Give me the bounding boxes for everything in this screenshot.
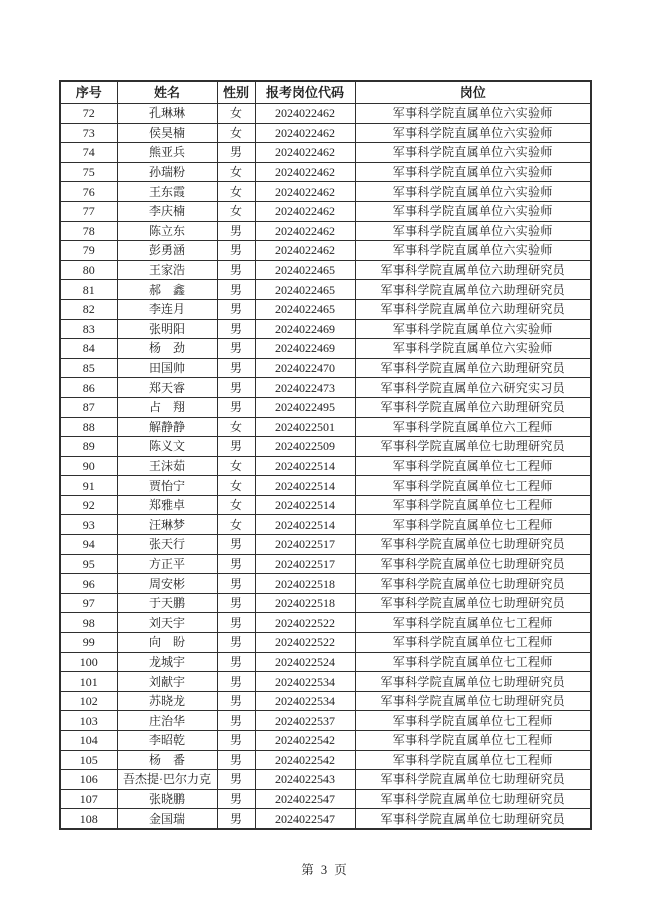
cell-position: 军事科学院直属单位七工程师 bbox=[355, 495, 591, 515]
table-row bbox=[60, 221, 591, 241]
cell-no: 74 bbox=[60, 143, 117, 163]
cell-position: 军事科学院直属单位六助理研究员 bbox=[355, 260, 591, 280]
cell-code: 2024022514 bbox=[255, 456, 355, 476]
cell-no: 108 bbox=[60, 809, 117, 829]
cell-gender: 女 bbox=[217, 456, 255, 476]
cell-no: 99 bbox=[60, 633, 117, 653]
table-row bbox=[60, 672, 591, 692]
cell-name: 郑雅卓 bbox=[117, 495, 217, 515]
table-row bbox=[60, 397, 591, 417]
cell-code: 2024022517 bbox=[255, 535, 355, 555]
cell-gender: 男 bbox=[217, 319, 255, 339]
cell-gender: 男 bbox=[217, 652, 255, 672]
cell-gender: 女 bbox=[217, 201, 255, 221]
cell-code: 2024022473 bbox=[255, 378, 355, 398]
cell-no: 93 bbox=[60, 515, 117, 535]
table-row bbox=[60, 339, 591, 359]
cell-name: 方正平 bbox=[117, 554, 217, 574]
cell-gender: 男 bbox=[217, 339, 255, 359]
cell-code: 2024022462 bbox=[255, 104, 355, 124]
cell-position: 军事科学院直属单位七工程师 bbox=[355, 711, 591, 731]
cell-code: 2024022462 bbox=[255, 182, 355, 202]
table-row bbox=[60, 593, 591, 613]
cell-position: 军事科学院直属单位七工程师 bbox=[355, 750, 591, 770]
cell-name: 李连月 bbox=[117, 299, 217, 319]
cell-no: 106 bbox=[60, 770, 117, 790]
page-number: 第 3 页 bbox=[301, 863, 349, 877]
cell-no: 87 bbox=[60, 397, 117, 417]
cell-gender: 女 bbox=[217, 495, 255, 515]
cell-code: 2024022509 bbox=[255, 437, 355, 457]
cell-no: 102 bbox=[60, 691, 117, 711]
cell-position: 军事科学院直属单位六助理研究员 bbox=[355, 358, 591, 378]
cell-gender: 男 bbox=[217, 143, 255, 163]
cell-name: 庄治华 bbox=[117, 711, 217, 731]
cell-gender: 男 bbox=[217, 613, 255, 633]
cell-position: 军事科学院直属单位六工程师 bbox=[355, 417, 591, 437]
header-position-code: 报考岗位代码 bbox=[255, 81, 355, 104]
cell-position: 军事科学院直属单位七助理研究员 bbox=[355, 593, 591, 613]
cell-gender: 男 bbox=[217, 260, 255, 280]
cell-code: 2024022495 bbox=[255, 397, 355, 417]
cell-position: 军事科学院直属单位七工程师 bbox=[355, 456, 591, 476]
table-row bbox=[60, 770, 591, 790]
cell-name: 王沫茹 bbox=[117, 456, 217, 476]
cell-code: 2024022522 bbox=[255, 633, 355, 653]
table-row bbox=[60, 378, 591, 398]
cell-position: 军事科学院直属单位七工程师 bbox=[355, 515, 591, 535]
cell-no: 81 bbox=[60, 280, 117, 300]
cell-gender: 女 bbox=[217, 515, 255, 535]
cell-position: 军事科学院直属单位六助理研究员 bbox=[355, 280, 591, 300]
header-gender: 性别 bbox=[217, 81, 255, 104]
cell-code: 2024022462 bbox=[255, 162, 355, 182]
cell-code: 2024022514 bbox=[255, 476, 355, 496]
cell-position: 军事科学院直属单位六实验师 bbox=[355, 201, 591, 221]
cell-name: 郝 鑫 bbox=[117, 280, 217, 300]
cell-gender: 男 bbox=[217, 711, 255, 731]
cell-no: 82 bbox=[60, 299, 117, 319]
cell-position: 军事科学院直属单位六实验师 bbox=[355, 182, 591, 202]
header-serial-number: 序号 bbox=[60, 81, 117, 104]
cell-name: 吾杰提·巴尔力克 bbox=[117, 770, 217, 790]
table-row bbox=[60, 182, 591, 202]
cell-no: 90 bbox=[60, 456, 117, 476]
cell-gender: 女 bbox=[217, 123, 255, 143]
cell-no: 92 bbox=[60, 495, 117, 515]
cell-position: 军事科学院直属单位六实验师 bbox=[355, 319, 591, 339]
cell-no: 86 bbox=[60, 378, 117, 398]
cell-code: 2024022537 bbox=[255, 711, 355, 731]
cell-name: 张晓鹏 bbox=[117, 789, 217, 809]
cell-code: 2024022469 bbox=[255, 319, 355, 339]
cell-gender: 男 bbox=[217, 750, 255, 770]
cell-name: 张天行 bbox=[117, 535, 217, 555]
cell-code: 2024022462 bbox=[255, 221, 355, 241]
cell-gender: 男 bbox=[217, 691, 255, 711]
cell-position: 军事科学院直属单位七助理研究员 bbox=[355, 437, 591, 457]
table-row bbox=[60, 417, 591, 437]
cell-name: 于天鹏 bbox=[117, 593, 217, 613]
cell-position: 军事科学院直属单位六实验师 bbox=[355, 162, 591, 182]
cell-code: 2024022465 bbox=[255, 260, 355, 280]
cell-no: 104 bbox=[60, 731, 117, 751]
cell-name: 王家浩 bbox=[117, 260, 217, 280]
table-row bbox=[60, 750, 591, 770]
cell-position: 军事科学院直属单位六实验师 bbox=[355, 104, 591, 124]
cell-no: 76 bbox=[60, 182, 117, 202]
cell-gender: 男 bbox=[217, 221, 255, 241]
cell-code: 2024022517 bbox=[255, 554, 355, 574]
table-row bbox=[60, 280, 591, 300]
cell-no: 75 bbox=[60, 162, 117, 182]
table-header-row bbox=[60, 81, 591, 104]
cell-position: 军事科学院直属单位六实验师 bbox=[355, 339, 591, 359]
cell-position: 军事科学院直属单位七工程师 bbox=[355, 476, 591, 496]
cell-position: 军事科学院直属单位六实验师 bbox=[355, 241, 591, 261]
cell-name: 解静静 bbox=[117, 417, 217, 437]
cell-name: 张明阳 bbox=[117, 319, 217, 339]
table-row bbox=[60, 456, 591, 476]
cell-code: 2024022547 bbox=[255, 809, 355, 829]
cell-gender: 女 bbox=[217, 104, 255, 124]
cell-position: 军事科学院直属单位六实验师 bbox=[355, 123, 591, 143]
cell-name: 刘天宇 bbox=[117, 613, 217, 633]
cell-name: 龙城宇 bbox=[117, 652, 217, 672]
cell-code: 2024022462 bbox=[255, 201, 355, 221]
cell-code: 2024022534 bbox=[255, 672, 355, 692]
cell-code: 2024022542 bbox=[255, 750, 355, 770]
table-row bbox=[60, 691, 591, 711]
cell-name: 熊亚兵 bbox=[117, 143, 217, 163]
cell-code: 2024022462 bbox=[255, 143, 355, 163]
table-row bbox=[60, 731, 591, 751]
cell-gender: 男 bbox=[217, 731, 255, 751]
cell-no: 77 bbox=[60, 201, 117, 221]
cell-gender: 男 bbox=[217, 574, 255, 594]
cell-code: 2024022470 bbox=[255, 358, 355, 378]
cell-code: 2024022465 bbox=[255, 299, 355, 319]
cell-name: 金国瑞 bbox=[117, 809, 217, 829]
table-row bbox=[60, 809, 591, 829]
cell-name: 田国帅 bbox=[117, 358, 217, 378]
cell-no: 89 bbox=[60, 437, 117, 457]
cell-gender: 男 bbox=[217, 633, 255, 653]
cell-position: 军事科学院直属单位七助理研究员 bbox=[355, 770, 591, 790]
cell-position: 军事科学院直属单位七助理研究员 bbox=[355, 574, 591, 594]
cell-gender: 男 bbox=[217, 299, 255, 319]
cell-position: 军事科学院直属单位六助理研究员 bbox=[355, 397, 591, 417]
table-body bbox=[60, 104, 591, 829]
cell-gender: 男 bbox=[217, 280, 255, 300]
cell-no: 101 bbox=[60, 672, 117, 692]
cell-name: 贾怡宁 bbox=[117, 476, 217, 496]
cell-position: 军事科学院直属单位七助理研究员 bbox=[355, 789, 591, 809]
cell-no: 103 bbox=[60, 711, 117, 731]
cell-gender: 女 bbox=[217, 417, 255, 437]
cell-gender: 男 bbox=[217, 437, 255, 457]
table-row bbox=[60, 319, 591, 339]
cell-no: 96 bbox=[60, 574, 117, 594]
table-row bbox=[60, 143, 591, 163]
table-row bbox=[60, 201, 591, 221]
cell-gender: 男 bbox=[217, 358, 255, 378]
cell-gender: 男 bbox=[217, 770, 255, 790]
table-row bbox=[60, 574, 591, 594]
cell-name: 向 盼 bbox=[117, 633, 217, 653]
cell-position: 军事科学院直属单位六实验师 bbox=[355, 221, 591, 241]
cell-position: 军事科学院直属单位七助理研究员 bbox=[355, 809, 591, 829]
cell-no: 85 bbox=[60, 358, 117, 378]
cell-name: 苏晓龙 bbox=[117, 691, 217, 711]
cell-no: 88 bbox=[60, 417, 117, 437]
table-row bbox=[60, 437, 591, 457]
cell-name: 陈立东 bbox=[117, 221, 217, 241]
cell-code: 2024022534 bbox=[255, 691, 355, 711]
table-row bbox=[60, 260, 591, 280]
cell-no: 94 bbox=[60, 535, 117, 555]
cell-position: 军事科学院直属单位七工程师 bbox=[355, 731, 591, 751]
table-row bbox=[60, 515, 591, 535]
cell-gender: 男 bbox=[217, 672, 255, 692]
cell-no: 73 bbox=[60, 123, 117, 143]
cell-code: 2024022547 bbox=[255, 789, 355, 809]
cell-no: 80 bbox=[60, 260, 117, 280]
cell-position: 军事科学院直属单位七助理研究员 bbox=[355, 672, 591, 692]
cell-gender: 男 bbox=[217, 554, 255, 574]
header-position: 岗位 bbox=[355, 81, 591, 104]
cell-name: 杨 劲 bbox=[117, 339, 217, 359]
table-row bbox=[60, 162, 591, 182]
cell-code: 2024022462 bbox=[255, 241, 355, 261]
cell-name: 郑天睿 bbox=[117, 378, 217, 398]
cell-gender: 男 bbox=[217, 535, 255, 555]
table-row bbox=[60, 711, 591, 731]
cell-position: 军事科学院直属单位六助理研究员 bbox=[355, 299, 591, 319]
cell-name: 侯昊楠 bbox=[117, 123, 217, 143]
table-row bbox=[60, 633, 591, 653]
cell-no: 78 bbox=[60, 221, 117, 241]
cell-name: 王东霞 bbox=[117, 182, 217, 202]
table-row bbox=[60, 652, 591, 672]
table-row bbox=[60, 476, 591, 496]
cell-code: 2024022514 bbox=[255, 495, 355, 515]
cell-code: 2024022524 bbox=[255, 652, 355, 672]
cell-name: 汪琳梦 bbox=[117, 515, 217, 535]
cell-no: 91 bbox=[60, 476, 117, 496]
cell-gender: 女 bbox=[217, 182, 255, 202]
cell-code: 2024022465 bbox=[255, 280, 355, 300]
cell-no: 95 bbox=[60, 554, 117, 574]
table-row bbox=[60, 554, 591, 574]
header-name: 姓名 bbox=[117, 81, 217, 104]
cell-position: 军事科学院直属单位七助理研究员 bbox=[355, 554, 591, 574]
cell-gender: 男 bbox=[217, 593, 255, 613]
cell-no: 72 bbox=[60, 104, 117, 124]
cell-name: 李庆楠 bbox=[117, 201, 217, 221]
cell-code: 2024022542 bbox=[255, 731, 355, 751]
cell-gender: 男 bbox=[217, 397, 255, 417]
cell-position: 军事科学院直属单位七工程师 bbox=[355, 652, 591, 672]
cell-no: 98 bbox=[60, 613, 117, 633]
cell-code: 2024022518 bbox=[255, 593, 355, 613]
table-row bbox=[60, 104, 591, 124]
cell-code: 2024022543 bbox=[255, 770, 355, 790]
cell-code: 2024022514 bbox=[255, 515, 355, 535]
table-row bbox=[60, 358, 591, 378]
table-row bbox=[60, 241, 591, 261]
cell-gender: 男 bbox=[217, 789, 255, 809]
cell-name: 孙瑞粉 bbox=[117, 162, 217, 182]
cell-code: 2024022501 bbox=[255, 417, 355, 437]
table-row bbox=[60, 123, 591, 143]
cell-code: 2024022522 bbox=[255, 613, 355, 633]
cell-name: 周安彬 bbox=[117, 574, 217, 594]
cell-no: 100 bbox=[60, 652, 117, 672]
cell-gender: 男 bbox=[217, 241, 255, 261]
cell-no: 79 bbox=[60, 241, 117, 261]
cell-position: 军事科学院直属单位七助理研究员 bbox=[355, 691, 591, 711]
cell-position: 军事科学院直属单位七工程师 bbox=[355, 633, 591, 653]
cell-code: 2024022469 bbox=[255, 339, 355, 359]
cell-name: 孔琳琳 bbox=[117, 104, 217, 124]
cell-position: 军事科学院直属单位七助理研究员 bbox=[355, 535, 591, 555]
applicant-roster-table bbox=[59, 80, 592, 830]
cell-name: 占 翔 bbox=[117, 397, 217, 417]
cell-gender: 男 bbox=[217, 378, 255, 398]
table-row bbox=[60, 535, 591, 555]
cell-code: 2024022462 bbox=[255, 123, 355, 143]
cell-no: 97 bbox=[60, 593, 117, 613]
cell-name: 刘献宇 bbox=[117, 672, 217, 692]
table-row bbox=[60, 789, 591, 809]
cell-name: 李昭乾 bbox=[117, 731, 217, 751]
cell-no: 83 bbox=[60, 319, 117, 339]
table-row bbox=[60, 613, 591, 633]
cell-code: 2024022518 bbox=[255, 574, 355, 594]
cell-position: 军事科学院直属单位六实验师 bbox=[355, 143, 591, 163]
cell-gender: 男 bbox=[217, 809, 255, 829]
cell-position: 军事科学院直属单位七工程师 bbox=[355, 613, 591, 633]
cell-gender: 女 bbox=[217, 476, 255, 496]
table-row bbox=[60, 495, 591, 515]
cell-no: 84 bbox=[60, 339, 117, 359]
cell-name: 杨 番 bbox=[117, 750, 217, 770]
cell-position: 军事科学院直属单位六研究实习员 bbox=[355, 378, 591, 398]
cell-no: 107 bbox=[60, 789, 117, 809]
cell-gender: 女 bbox=[217, 162, 255, 182]
cell-no: 105 bbox=[60, 750, 117, 770]
cell-name: 彭勇涵 bbox=[117, 241, 217, 261]
table-row bbox=[60, 299, 591, 319]
cell-name: 陈义文 bbox=[117, 437, 217, 457]
